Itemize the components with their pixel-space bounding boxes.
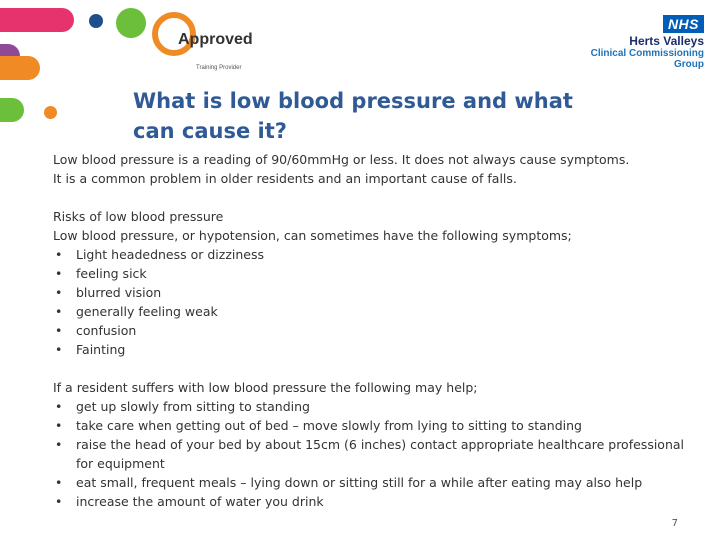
list-item: • feeling sick bbox=[53, 264, 693, 283]
pink-bar-decoration bbox=[0, 8, 74, 32]
list-item: • get up slowly from sitting to standing bbox=[53, 397, 693, 416]
orange-bar-decoration bbox=[0, 56, 40, 80]
list-item: • eat small, frequent meals – lying down or sitting still for a while after eating may also help bbox=[53, 473, 693, 492]
list-item: • Light headedness or dizziness bbox=[53, 245, 693, 264]
orange-dot-decoration bbox=[44, 106, 57, 119]
nhs-org-name: Herts Valleys bbox=[629, 34, 704, 48]
blue-dot-decoration bbox=[89, 14, 103, 28]
content-body bbox=[53, 150, 693, 511]
intro-line-1: Low blood pressure is a reading of 90/60mmHg or less. It does not always cause symptoms. bbox=[53, 152, 630, 167]
green-dot-decoration bbox=[116, 8, 146, 38]
page-title bbox=[133, 86, 603, 146]
list-item: • blurred vision bbox=[53, 283, 693, 302]
help-list bbox=[53, 397, 693, 511]
symptoms-list bbox=[53, 245, 693, 359]
list-item: • raise the head of your bed by about 15cm (6 inches) contact appropriate healthcare professional for equipment bbox=[53, 435, 693, 473]
list-item: • take care when getting out of bed – move slowly from lying to sitting to standing bbox=[53, 416, 693, 435]
risks-lead: Low blood pressure, or hypotension, can sometimes have the following symptoms; bbox=[53, 228, 572, 243]
help-lead: If a resident suffers with low blood pressure the following may help; bbox=[53, 380, 478, 395]
green-bar-decoration bbox=[0, 98, 24, 122]
risks-heading: Risks of low blood pressure bbox=[53, 209, 224, 224]
list-item: • Fainting bbox=[53, 340, 693, 359]
list-item: • generally feeling weak bbox=[53, 302, 693, 321]
logo-subtitle: Training Provider bbox=[196, 65, 242, 71]
title-line-1: What is low blood pressure and what bbox=[133, 89, 573, 113]
page-number: 7 bbox=[671, 518, 678, 529]
nhs-org-type: Clinical Commissioning Group bbox=[590, 48, 704, 70]
nhs-badge: NHS bbox=[663, 15, 704, 33]
list-item: • increase the amount of water you drink bbox=[53, 492, 693, 511]
intro-line-2: It is a common problem in older residents and an important cause of falls. bbox=[53, 171, 517, 186]
title-line-2: can cause it? bbox=[133, 119, 287, 143]
list-item: • confusion bbox=[53, 321, 693, 340]
approved-logo bbox=[152, 12, 262, 78]
logo-brand-text: Approved bbox=[178, 31, 253, 48]
nhs-logo bbox=[579, 14, 704, 70]
